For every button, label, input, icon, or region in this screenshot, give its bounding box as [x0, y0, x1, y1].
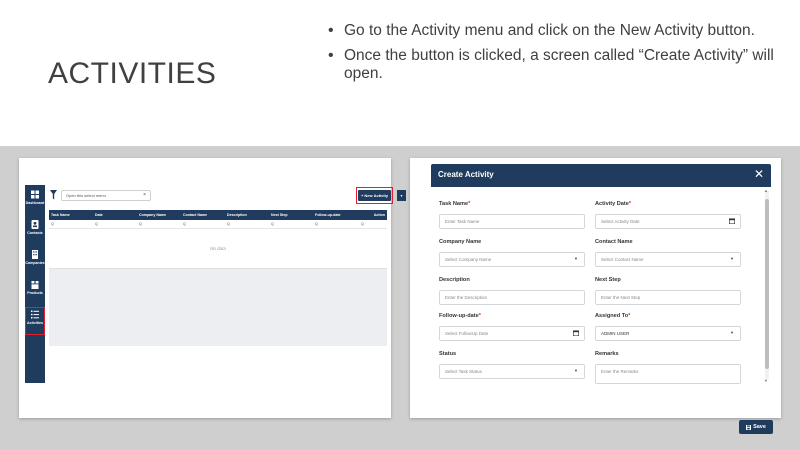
required-marker: * [628, 201, 632, 207]
column-header[interactable]: Company Name [139, 213, 167, 217]
remarks-textarea[interactable]: Enter the Remarks [595, 364, 741, 384]
column-header[interactable]: Description [227, 213, 247, 217]
sidebar-item-dashboard[interactable] [25, 187, 45, 215]
description-input[interactable]: Enter the Description [439, 290, 585, 305]
create-activity-screenshot [410, 158, 781, 430]
sidebar-item-companies[interactable] [25, 247, 45, 275]
list-icon [31, 310, 39, 319]
next-step-field [595, 277, 741, 305]
activities-toolbar [49, 188, 403, 206]
calendar-icon[interactable] [729, 218, 735, 224]
sidebar-item-products[interactable] [25, 277, 45, 305]
bullet-item: • Go to the Activity menu and click on the New Activity button. [326, 22, 786, 40]
more-options-button[interactable]: ▾ [397, 190, 406, 201]
field-label [439, 313, 585, 321]
chevron-down-icon: ▼ [730, 256, 734, 261]
bullet-list [326, 22, 786, 90]
scroll-up-icon[interactable]: ▲ [764, 188, 768, 193]
contact-name-field [595, 239, 741, 267]
sidebar-item-label: Products [27, 291, 43, 295]
label-text: Activity Date [595, 201, 629, 207]
sidebar-item-label: Activities [27, 321, 43, 325]
field-label [595, 313, 741, 321]
activities-table [49, 210, 387, 346]
field-label: Remarks [595, 351, 619, 357]
label-text: Task Name [439, 201, 469, 207]
modal-title: Create Activity [438, 170, 494, 179]
calendar-icon[interactable] [573, 330, 579, 336]
filter-row [49, 220, 387, 229]
column-filter-input[interactable]: Q [183, 222, 186, 226]
chevron-down-icon: ▼ [574, 256, 578, 261]
status-field [439, 351, 585, 379]
activity-date-input[interactable] [595, 214, 741, 229]
follow-up-date-input[interactable] [439, 326, 585, 341]
column-header[interactable]: Contact Name [183, 213, 208, 217]
description-field [439, 277, 585, 305]
field-label: Contact Name [595, 239, 633, 245]
building-icon [31, 250, 39, 259]
label-text: Assigned To [595, 313, 629, 319]
follow-up-date-field [439, 313, 585, 341]
remarks-field [595, 351, 741, 384]
assigned-to-field [595, 313, 741, 341]
floppy-disk-icon [746, 425, 751, 430]
field-label [439, 201, 585, 209]
chevron-down-icon: ▼ [730, 330, 734, 335]
field-label [595, 201, 741, 209]
placeholder-text: Select Task Status [445, 369, 482, 374]
scroll-down-icon[interactable]: ▼ [764, 378, 768, 383]
column-filter-input[interactable]: Q [227, 222, 230, 226]
column-filter-input[interactable]: Q [315, 222, 318, 226]
slide-title: ACTIVITIES [48, 57, 217, 90]
modal-body [431, 187, 771, 430]
activities-list-screenshot [19, 158, 403, 418]
required-marker: * [628, 313, 631, 319]
close-icon[interactable]: ✕ [753, 167, 764, 181]
chevron-down-icon: ▼ [574, 368, 578, 373]
status-select[interactable] [439, 364, 585, 379]
scrollbar[interactable] [764, 188, 769, 383]
company-name-select[interactable] [439, 252, 585, 267]
column-header[interactable]: Task Name [51, 213, 70, 217]
sidebar-item-contacts[interactable] [25, 217, 45, 245]
column-filter-input[interactable]: Q [95, 222, 98, 226]
table-header [49, 210, 387, 220]
sidebar [25, 185, 45, 383]
scroll-thumb[interactable] [765, 199, 769, 369]
placeholder-text: Select FollowUp Date [445, 331, 489, 336]
grid-icon [31, 190, 39, 199]
required-marker: * [468, 201, 471, 207]
filter-icon[interactable] [50, 190, 57, 200]
selected-value: ADMIN USER [601, 331, 630, 336]
sidebar-item-activities[interactable] [25, 307, 45, 335]
required-marker: * [478, 313, 481, 319]
field-label: Company Name [439, 239, 482, 245]
placeholder-text: Select Company Name [445, 257, 492, 262]
company-name-field [439, 239, 585, 267]
contact-name-select[interactable] [595, 252, 741, 267]
activity-date-field [595, 201, 741, 229]
column-header[interactable]: Action [373, 213, 385, 217]
field-label: Next Step [595, 277, 621, 283]
field-label: Description [439, 277, 470, 283]
column-filter-input[interactable]: Q [139, 222, 142, 226]
column-header[interactable]: Next Step [271, 213, 288, 217]
next-step-input[interactable]: Enter the Next Step [595, 290, 741, 305]
bullet-item: • Once the button is clicked, a screen called “Create Activity” will open. [326, 47, 786, 83]
field-label: Status [439, 351, 457, 357]
table-footer-area [49, 269, 387, 346]
select-placeholder: Open this select menu [66, 193, 106, 198]
column-filter-input[interactable]: Q [271, 222, 274, 226]
placeholder-text: Select Activity Date [601, 219, 640, 224]
contact-card-icon [31, 220, 39, 229]
new-activity-button[interactable]: + New Activity [358, 190, 391, 201]
modal-header [431, 164, 771, 187]
column-header[interactable]: Follow-up-date [315, 213, 341, 217]
save-button[interactable] [739, 420, 773, 434]
sidebar-item-label: Dashboard [25, 201, 45, 205]
select-menu[interactable] [61, 190, 151, 201]
box-icon [31, 280, 39, 289]
sidebar-item-label: Contacts [27, 231, 43, 235]
label-text: Follow-up-date [439, 313, 479, 319]
sidebar-item-label: Companies [25, 261, 45, 265]
empty-state: No data [49, 229, 387, 269]
assigned-to-select[interactable] [595, 326, 741, 341]
placeholder-text: Select Contact Name [601, 257, 644, 262]
task-name-input[interactable]: Enter Task Name [439, 214, 585, 229]
column-filter-input[interactable]: Q [361, 222, 364, 226]
clear-icon[interactable]: × [143, 192, 146, 198]
save-button-label: Save [753, 424, 766, 430]
task-name-field [439, 201, 585, 229]
column-header[interactable]: Date [95, 213, 103, 217]
column-filter-input[interactable]: Q [51, 222, 54, 226]
